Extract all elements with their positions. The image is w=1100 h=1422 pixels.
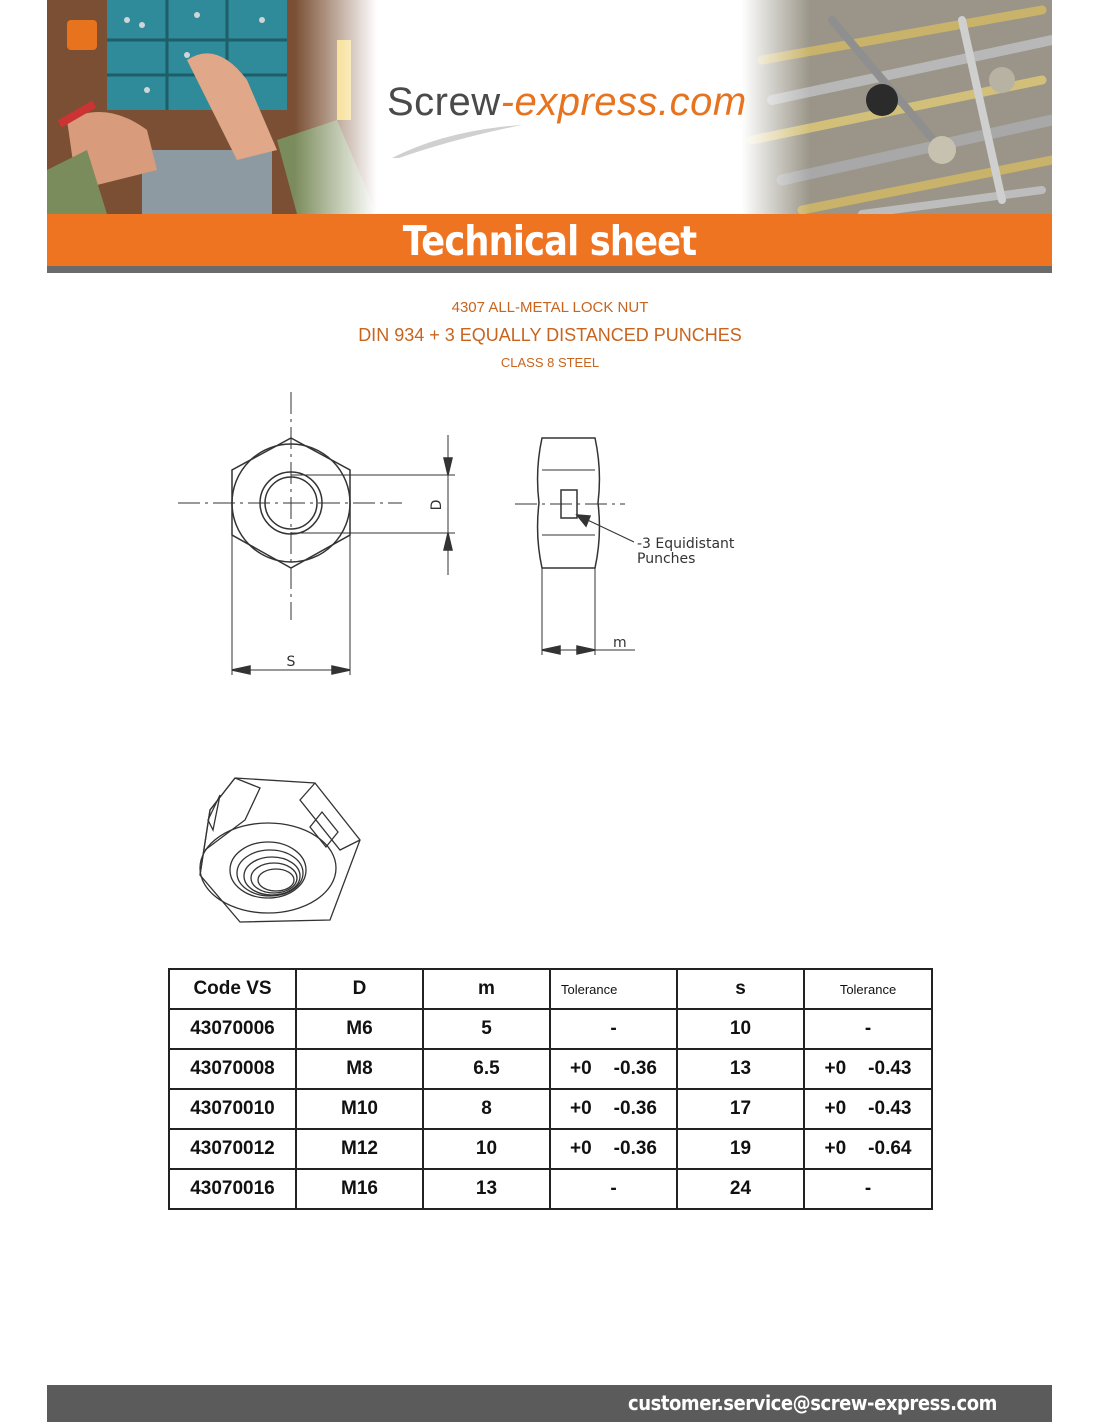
screws-photo — [742, 0, 1052, 214]
cell-s: 13 — [677, 1049, 804, 1089]
cell-tolerance-m — [550, 1009, 677, 1049]
tolerance-lower: -0.43 — [868, 1098, 912, 1119]
cell-d: M10 — [296, 1089, 423, 1129]
cell-tolerance-s — [804, 1169, 932, 1209]
cell-s: 19 — [677, 1129, 804, 1169]
dimension-m-label: m — [613, 635, 627, 651]
cell-d: M12 — [296, 1129, 423, 1169]
cell-d: M8 — [296, 1049, 423, 1089]
cell-tolerance-m — [550, 1049, 677, 1089]
contact-email[interactable]: customer.service@screw-express.com — [628, 1391, 997, 1415]
dimension-s-label: S — [286, 654, 296, 670]
cell-d: M16 — [296, 1169, 423, 1209]
tolerance-lower: -0.36 — [613, 1098, 657, 1119]
punches-callout-line1: -3 Equidistant — [637, 536, 735, 552]
cell-s: 10 — [677, 1009, 804, 1049]
cell-tolerance-s — [804, 1009, 932, 1049]
tolerance-upper: +0 — [824, 1058, 847, 1079]
workbench-photo — [47, 0, 377, 214]
header-s: s — [677, 969, 804, 1009]
tolerance-value: - — [610, 1178, 617, 1199]
page-title: Technical sheet — [402, 217, 697, 265]
tolerance-upper: +0 — [570, 1098, 592, 1119]
divider — [47, 266, 1052, 273]
header-tolerance-s: Tolerance — [804, 969, 932, 1009]
cell-m: 8 — [423, 1089, 550, 1129]
cell-s: 17 — [677, 1089, 804, 1129]
dimension-d-label: D — [429, 499, 445, 511]
header-tolerance-m: Tolerance — [550, 969, 677, 1009]
specification-table — [168, 968, 933, 1210]
tolerance-lower: -0.43 — [868, 1058, 912, 1079]
cell-tolerance-s — [804, 1129, 932, 1169]
logo-primary-text: Screw — [387, 80, 501, 124]
side-view — [515, 438, 635, 655]
tolerance-value: - — [864, 1178, 872, 1199]
tolerance-upper: +0 — [570, 1058, 592, 1079]
cell-code: 43070012 — [169, 1129, 296, 1169]
cell-d: M6 — [296, 1009, 423, 1049]
brand-logo — [387, 80, 747, 160]
cell-m: 10 — [423, 1129, 550, 1169]
header-d: D — [296, 969, 423, 1009]
tolerance-lower: -0.36 — [613, 1058, 657, 1079]
punches-callout-line2: Punches — [637, 551, 696, 567]
cell-m: 6.5 — [423, 1049, 550, 1089]
tolerance-upper: +0 — [570, 1138, 592, 1159]
table-header-row — [169, 969, 932, 1009]
isometric-view — [200, 778, 360, 922]
front-view — [178, 392, 455, 675]
header-banner — [47, 0, 1052, 214]
product-material: CLASS 8 STEEL — [500, 355, 600, 370]
cell-code: 43070008 — [169, 1049, 296, 1089]
cell-s: 24 — [677, 1169, 804, 1209]
cell-code: 43070006 — [169, 1009, 296, 1049]
table-row — [169, 1089, 932, 1129]
tolerance-lower: -0.64 — [868, 1138, 912, 1159]
cell-tolerance-s — [804, 1049, 932, 1089]
cell-tolerance-m — [550, 1089, 677, 1129]
tolerance-value: - — [864, 1018, 872, 1039]
product-standard: DIN 934 + 3 EQUALLY DISTANCED PUNCHES — [358, 325, 742, 345]
technical-drawing — [150, 380, 850, 940]
cell-tolerance-m — [550, 1129, 677, 1169]
table-row — [169, 1169, 932, 1209]
cell-code: 43070016 — [169, 1169, 296, 1209]
tolerance-value: - — [610, 1018, 617, 1039]
cell-m: 5 — [423, 1009, 550, 1049]
table-row — [169, 1049, 932, 1089]
header-m: m — [423, 969, 550, 1009]
logo-secondary-text: -express.com — [500, 80, 747, 124]
cell-code: 43070010 — [169, 1089, 296, 1129]
footer-bar — [47, 1385, 1052, 1422]
tolerance-upper: +0 — [824, 1098, 847, 1119]
cell-tolerance-s — [804, 1089, 932, 1129]
logo-swoosh-icon — [387, 120, 527, 160]
product-name: 4307 ALL-METAL LOCK NUT — [451, 299, 649, 316]
title-band — [47, 214, 1052, 266]
table-row — [169, 1129, 932, 1169]
cell-m: 13 — [423, 1169, 550, 1209]
tolerance-lower: -0.36 — [613, 1138, 657, 1159]
table-row — [169, 1009, 932, 1049]
tolerance-upper: +0 — [824, 1138, 847, 1159]
cell-tolerance-m — [550, 1169, 677, 1209]
header-code: Code VS — [169, 969, 296, 1009]
